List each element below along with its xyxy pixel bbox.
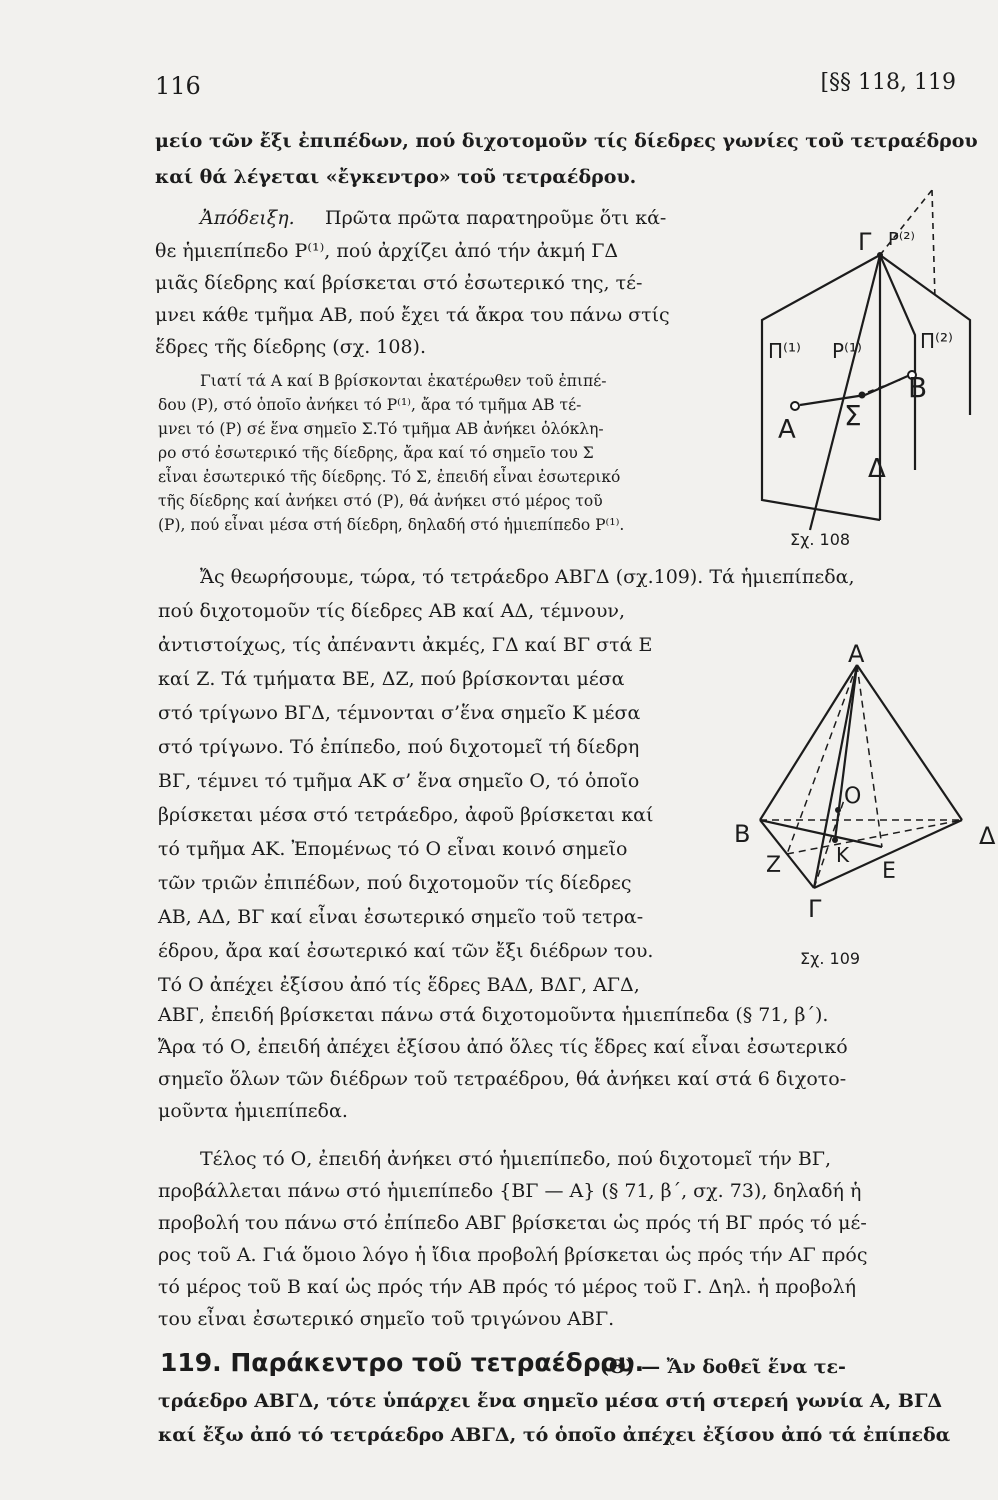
theorem-line: (Θ) — Ἄν δοθεῖ ἕνα τε-: [600, 1356, 846, 1378]
fig108-label-gamma: Γ: [858, 228, 872, 256]
page-number: 116: [155, 72, 201, 100]
fig108-label-b: Β: [908, 371, 928, 404]
proof-line: μνει κάθε τμῆμα ΑΒ, πού ἔχει τά ἄκρα του πάνω στίς: [155, 304, 670, 326]
paragraph-line: ΑΒ, ΑΔ, ΒΓ καί εἶναι ἐσωτερικό σημεῖο τοῦ τετρα-: [158, 906, 644, 928]
fig109-label-e: Ε: [882, 859, 896, 884]
paragraph-line: έδρου, ἄρα καί ἐσωτερικό καί τῶν ἔξι διέδρων του.: [158, 940, 654, 962]
note-line: (P), πού εἶναι μέσα στή δίεδρη, δηλαδή στό ἡμιεπίπεδο P⁽¹⁾.: [158, 516, 625, 534]
paragraph-line: τό τμῆμα ΑΚ. Ἐπομένως τό Ο εἶναι κοινό σημεῖο: [158, 838, 628, 860]
fig108-planes: [762, 255, 970, 530]
paragraph-line: Ἄρα τό Ο, ἐπειδή ἀπέχει ἐξίσου ἀπό ὅλες τίς ἕδρες καί εἶναι ἐσωτερικό: [158, 1036, 848, 1058]
paragraph-line: τῶν τριῶν ἐπιπέδων, πού διχοτομοῦν τίς δίεδρες: [158, 872, 632, 894]
paragraph-line: καί Ζ. Τά τμήματα ΒΕ, ΔΖ, πού βρίσκονται μέσα: [158, 668, 625, 690]
section-reference: [§§ 118, 119: [820, 70, 956, 95]
paragraph-line: ΒΓ, τέμνει τό τμῆμα ΑΚ σ’ ἕνα σημεῖο Ο, τό ὁποῖο: [158, 770, 640, 792]
paragraph-line: τό μέρος τοῦ Β καί ὡς πρός τήν ΑΒ πρός τό μέρος τοῦ Γ. Δηλ. ἡ προβολή: [158, 1276, 857, 1298]
proof-label: Ἀπόδειξη.: [200, 207, 295, 229]
paragraph-line: Τό Ο ἀπέχει ἐξίσου ἀπό τίς ἕδρες ΒΑΔ, ΒΔΓ, ΑΓΔ,: [158, 974, 640, 996]
proof-line: μιᾶς δίεδρης καί βρίσκεται στό ἐσωτερικό της, τέ-: [155, 272, 643, 294]
theorem-line: μείο τῶν ἔξι ἐπιπέδων, πού διχοτομοῦν τίς δίεδρες γωνίες τοῦ τετραέδρου: [155, 130, 978, 152]
note-line: Γιατί τά Α καί Β βρίσκονται ἑκατέρωθεν τοῦ ἐπιπέ-: [200, 372, 607, 390]
theorem-line: τράεδρο ΑΒΓΔ, τότε ὑπάρχει ἕνα σημεῖο μέσα στή στερεή γωνία Α, ΒΓΔ: [158, 1390, 943, 1412]
paragraph-line: Τέλος τό Ο, ἐπειδή ἀνήκει στό ἡμιεπίπεδο, πού διχοτομεῖ τήν ΒΓ,: [200, 1148, 831, 1170]
paragraph-line: προβολή του πάνω στό ἐπίπεδο ΑΒΓ βρίσκεται ὡς πρός τή ΒΓ πρός τό μέ-: [158, 1212, 867, 1234]
paragraph-line: στό τρίγωνο ΒΓΔ, τέμνονται σ’ἕνα σημεῖο Κ μέσα: [158, 702, 641, 724]
note-line: ρο στό ἐσωτερικό τῆς δίεδρης, ἄρα καί τό σημεῖο του Σ: [158, 444, 594, 462]
fig109-label-d: Δ: [979, 822, 996, 850]
proof-line: Πρῶτα πρῶτα παρατηροῦμε ὅτι κά-: [325, 207, 667, 229]
fig108-label-delta: Δ: [868, 454, 886, 484]
fig109-label-a: Α: [848, 640, 865, 668]
fig108-label-pi2: Π⁽²⁾: [920, 329, 953, 353]
theorem-line: καί ἔξω ἀπό τό τετράεδρο ΑΒΓΔ, τό ὁποῖο ἀπέχει ἐξίσου ἀπό τά ἐπίπεδα: [158, 1424, 951, 1446]
note-line: τῆς δίεδρης καί ἀνήκει στό (P), θά ἀνήκει στό μέρος τοῦ: [158, 492, 603, 510]
paragraph-line: μοῦντα ἡμιεπίπεδα.: [158, 1100, 348, 1122]
note-line: εἶναι ἐσωτερικό τῆς δίεδρης. Τό Σ, ἐπειδή εἶναι ἐσωτερικό: [158, 468, 621, 486]
fig108-label-a: Α: [778, 415, 796, 445]
paragraph-line: πού διχοτομοῦν τίς δίεδρες ΑΒ καί ΑΔ, τέμνουν,: [158, 600, 626, 622]
fig108-label-p1: P⁽¹⁾: [832, 339, 862, 363]
paragraph-line: ἀντιστοίχως, τίς ἀπέναντι ἀκμές, ΓΔ καί ΒΓ στά Ε: [158, 634, 653, 656]
paragraph-line: ΑΒΓ, ἐπειδή βρίσκεται πάνω στά διχοτομοῦντα ἡμιεπίπεδα (§ 71, β΄).: [158, 1004, 829, 1026]
figure-109: [732, 640, 998, 970]
fig109-label-z: Ζ: [766, 853, 782, 878]
paragraph-line: προβάλλεται πάνω στό ἡμιεπίπεδο {ΒΓ — Α} (§ 71, β΄, σχ. 73), δηλαδή ἡ: [158, 1180, 862, 1202]
fig109-label-b: Β: [734, 820, 751, 848]
proof-line: ἕδρες τῆς δίεδρης (σχ. 108).: [155, 336, 427, 358]
paragraph-line: του εἶναι ἐσωτερικό σημεῖο τοῦ τριγώνου ΑΒΓ.: [158, 1308, 615, 1330]
fig109-label-o: Ο: [844, 784, 862, 809]
paragraph-line: στό τρίγωνο. Τό ἐπίπεδο, πού διχοτομεῖ τή δίεδρη: [158, 736, 640, 758]
fig109-label-g: Γ: [808, 895, 822, 923]
paragraph-line: σημεῖο ὅλων τῶν διέδρων τοῦ τετραέδρου, θά ἀνήκει καί στά 6 διχοτο-: [158, 1068, 847, 1090]
figure-109-caption: Σχ. 109: [800, 949, 861, 968]
paragraph-line: ρος τοῦ Α. Γιά ὅμοιο λόγο ἡ ἴδια προβολή βρίσκεται ὡς πρός τήν ΑΓ πρός: [158, 1244, 868, 1266]
section-119-heading: 119. Παράκεντρο τοῦ τετραέδρου.: [160, 1348, 645, 1377]
proof-line: θε ἡμιεπίπεδο P⁽¹⁾, πού ἀρχίζει ἀπό τήν ἀκμή ΓΔ: [155, 240, 619, 262]
theorem-line: καί θά λέγεται «ἔγκεντρο» τοῦ τετραέδρου.: [155, 166, 637, 188]
fig108-label-sigma: Σ: [844, 399, 862, 432]
note-line: δου (P), στό ὁποῖο ἀνήκει τό P⁽¹⁾, ἄρα τό τμῆμα ΑΒ τέ-: [158, 396, 582, 414]
figure-108: [740, 180, 970, 565]
paragraph-line: βρίσκεται μέσα στό τετράεδρο, ἀφοῦ βρίσκεται καί: [158, 804, 654, 826]
note-line: μνει τό (P) σέ ἕνα σημεῖο Σ.Τό τμῆμα ΑΒ ἀνήκει ὁλόκλη-: [158, 420, 604, 438]
paragraph-line: Ἄς θεωρήσουμε, τώρα, τό τετράεδρο ΑΒΓΔ (σχ.109). Τά ἡμιεπίπεδα,: [200, 566, 855, 588]
fig108-label-pi1: Π⁽¹⁾: [768, 339, 801, 363]
figure-108-caption: Σχ. 108: [790, 530, 851, 549]
fig109-tetrahedron: [760, 665, 962, 888]
fig108-label-p2: P⁽²⁾: [888, 229, 915, 250]
fig109-label-k: Κ: [836, 843, 850, 867]
